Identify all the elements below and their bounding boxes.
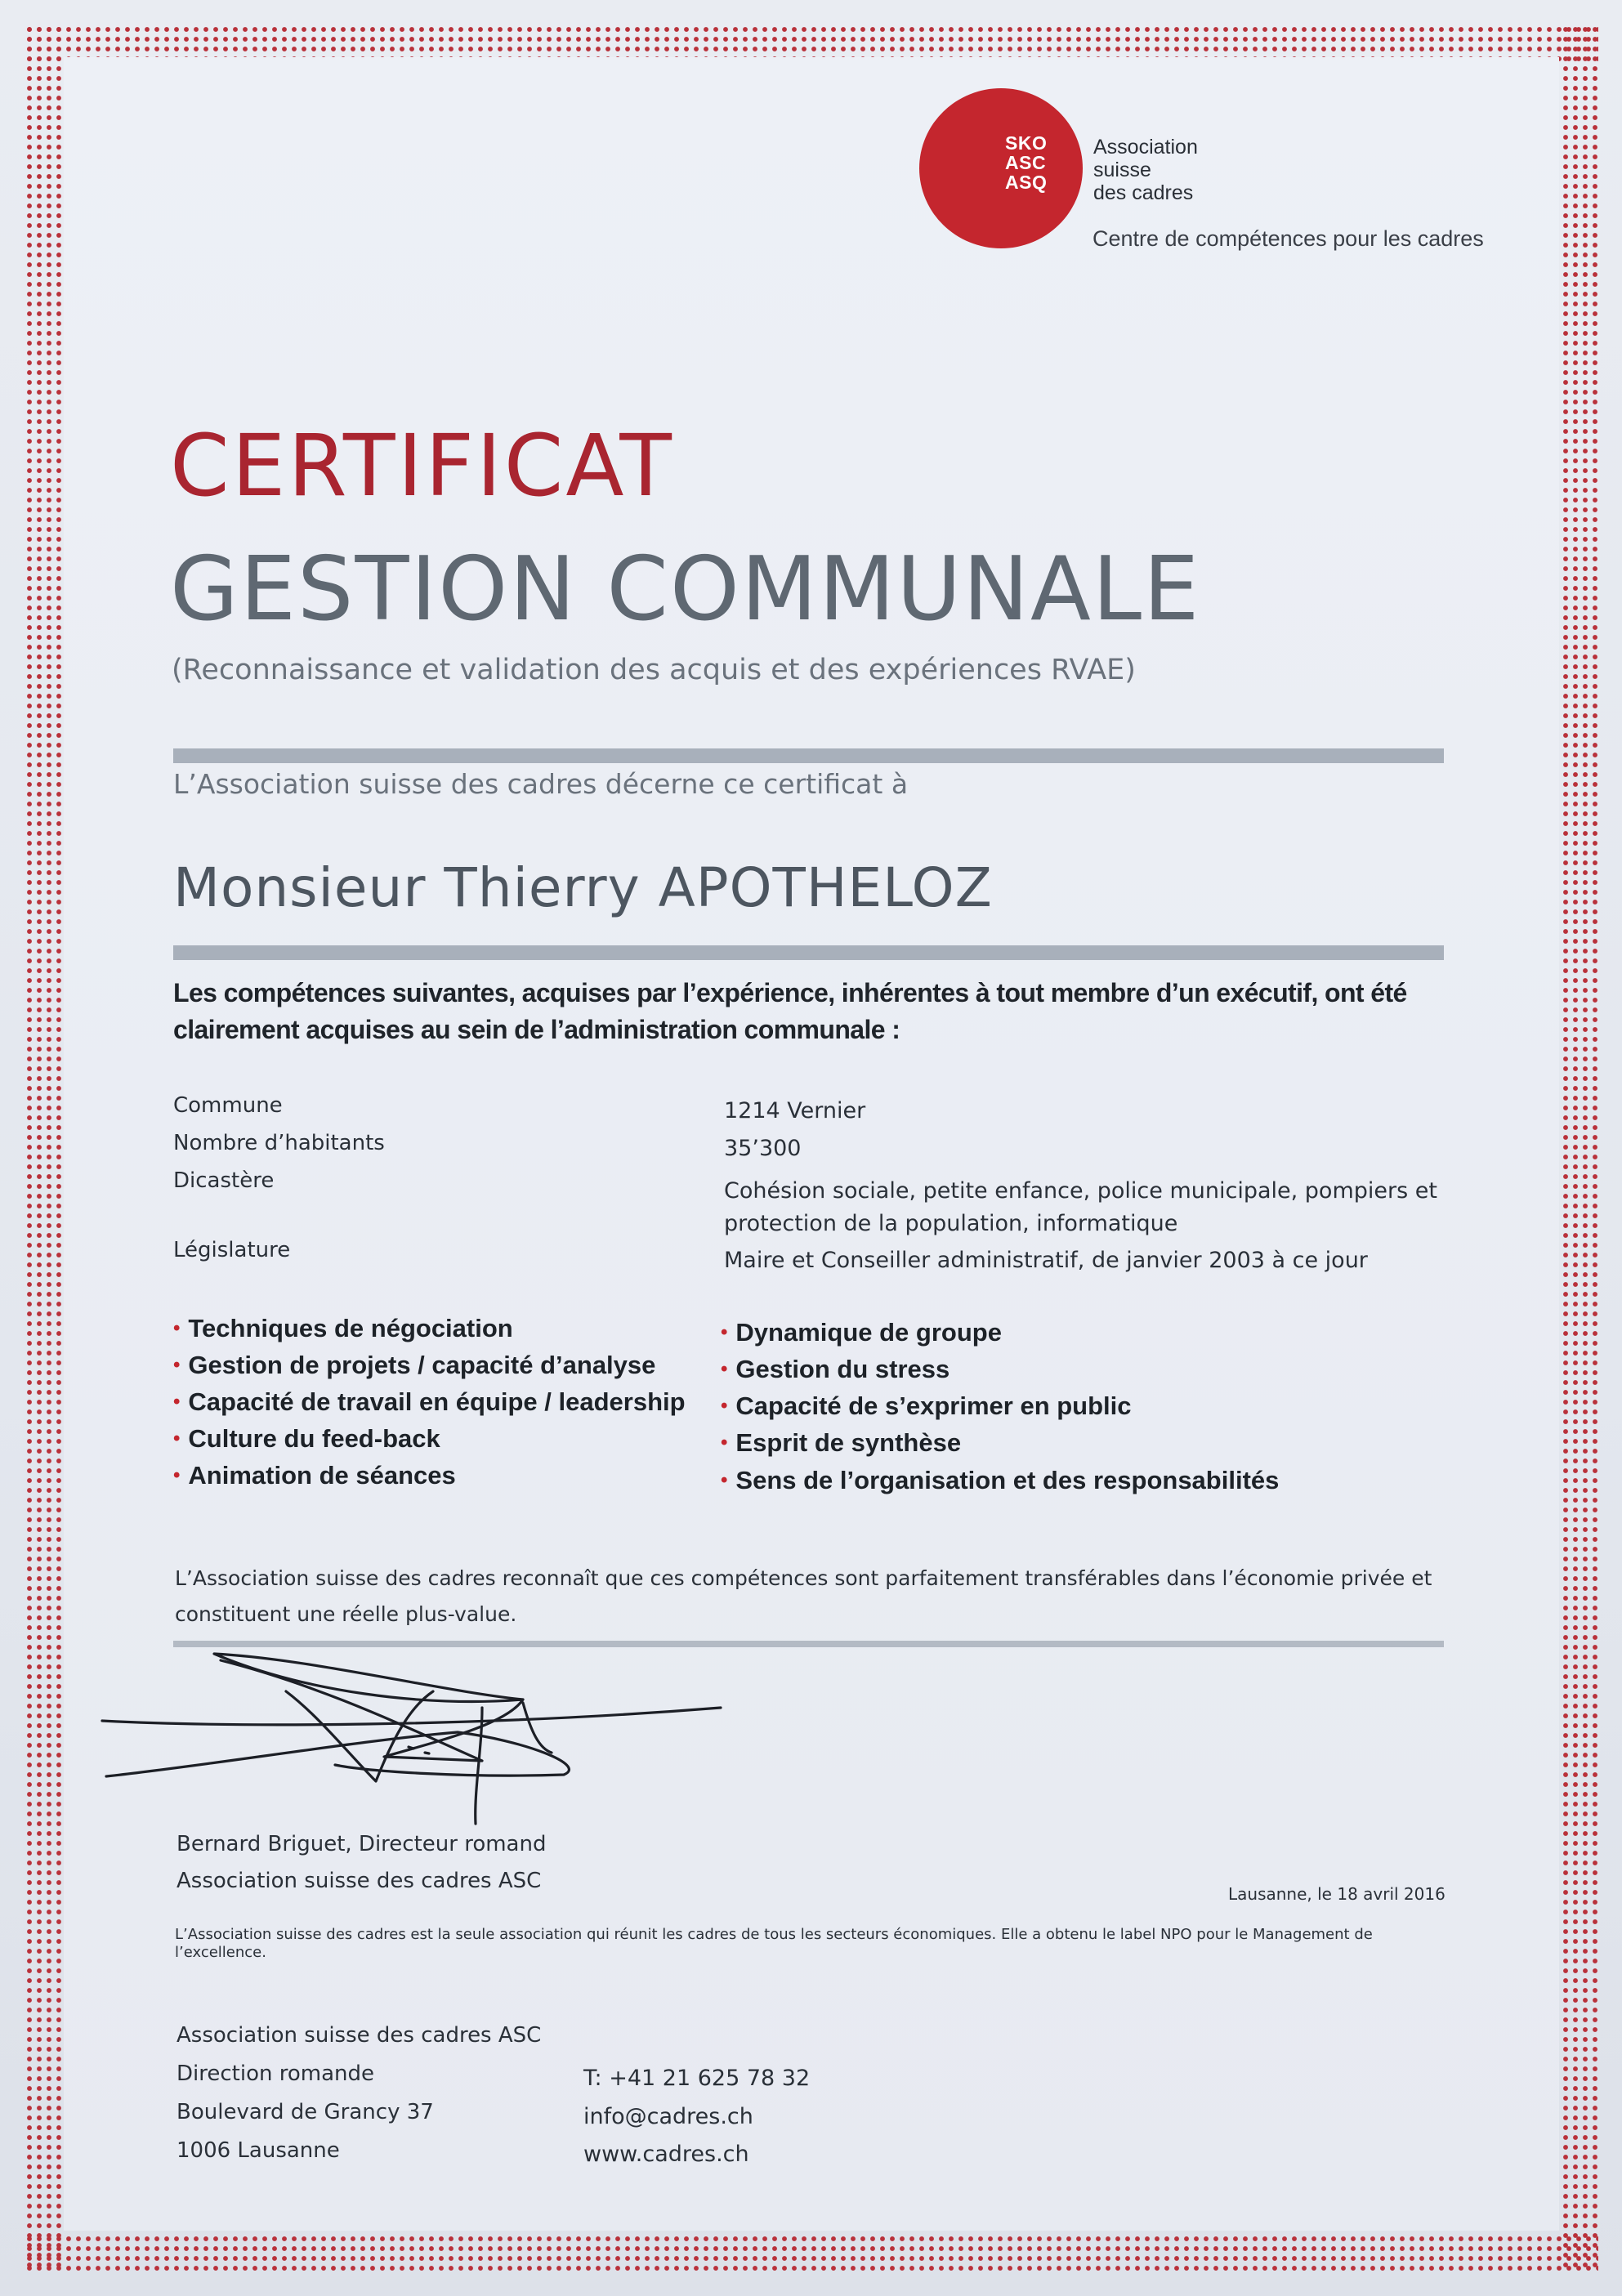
skill-label: Gestion du stress bbox=[735, 1355, 950, 1383]
bullet-icon: • bbox=[173, 1427, 181, 1450]
skill-label: Sens de l’organisation et des responsabilités bbox=[735, 1466, 1280, 1494]
handwritten-signature bbox=[98, 1642, 752, 1830]
certificate-subject: GESTION COMMUNALE bbox=[170, 538, 1201, 641]
logo-name-line: Association bbox=[1093, 136, 1198, 159]
skill-item bbox=[721, 1355, 950, 1384]
contact-email: info@cadres.ch bbox=[583, 2104, 753, 2129]
skill-item bbox=[173, 1387, 686, 1417]
bullet-icon: • bbox=[721, 1469, 728, 1491]
asc-logo-letters bbox=[1005, 133, 1047, 192]
skill-item bbox=[173, 1424, 440, 1454]
detail-label: Commune bbox=[173, 1093, 283, 1118]
contact-phone: T: +41 21 625 78 32 bbox=[583, 2066, 811, 2091]
bullet-icon: • bbox=[721, 1358, 728, 1380]
logo-letters-line: ASQ bbox=[1005, 172, 1048, 193]
logo-tagline: Centre de compétences pour les cadres bbox=[1093, 226, 1484, 251]
bullet-icon: • bbox=[173, 1464, 181, 1486]
contact-website: www.cadres.ch bbox=[583, 2142, 749, 2167]
bullet-icon: • bbox=[173, 1354, 181, 1376]
logo-letters-line: SKO bbox=[1005, 132, 1048, 154]
bullet-icon: • bbox=[173, 1317, 181, 1339]
detail-value: Maire et Conseiller administratif, de janvier 2003 à ce jour bbox=[724, 1248, 1368, 1273]
logo-name-line: des cadres bbox=[1093, 181, 1194, 204]
skill-item bbox=[173, 1461, 456, 1490]
bullet-icon: • bbox=[721, 1321, 728, 1343]
skill-label: Capacité de travail en équipe / leadership bbox=[188, 1387, 686, 1416]
award-intro: L’Association suisse des cadres décerne ce certificat à bbox=[173, 768, 909, 800]
bullet-icon: • bbox=[721, 1395, 728, 1417]
signatory-organization: Association suisse des cadres ASC bbox=[176, 1869, 542, 1893]
skill-item bbox=[173, 1351, 655, 1380]
skill-item bbox=[721, 1466, 1279, 1495]
signatory-name: Bernard Briguet, Directeur romand bbox=[176, 1832, 547, 1856]
skill-item bbox=[721, 1428, 961, 1458]
skill-item bbox=[173, 1314, 513, 1343]
detail-value: Cohésion sociale, petite enfance, police municipale, pompiers et protection de la population, informatique bbox=[724, 1178, 1437, 1236]
detail-value: 1214 Vernier bbox=[724, 1098, 866, 1123]
competences-intro: Les compétences suivantes, acquises par l’expérience, inhérentes à tout membre d’un exécutif, ont été clairement acquises au sein de l’administration communale : bbox=[173, 978, 1407, 1044]
bullet-icon: • bbox=[173, 1391, 181, 1413]
skill-label: Esprit de synthèse bbox=[735, 1428, 962, 1457]
skill-item bbox=[721, 1318, 1002, 1347]
skill-label: Dynamique de groupe bbox=[735, 1318, 1002, 1347]
detail-label: Dicastère bbox=[173, 1168, 275, 1193]
certificate-title: CERTIFICAT bbox=[170, 416, 674, 516]
asc-logo-circle bbox=[919, 88, 1083, 248]
place-date: Lausanne, le 18 avril 2016 bbox=[1228, 1884, 1446, 1904]
closing-statement: L’Association suisse des cadres reconnaît que ces compétences sont parfaitement transférables dans l’économie privée et constituent une réelle plus-value. bbox=[175, 1566, 1432, 1626]
dotted-border-left bbox=[25, 25, 62, 2271]
skill-label: Capacité de s’exprimer en public bbox=[735, 1391, 1132, 1420]
address-line: Boulevard de Grancy 37 bbox=[176, 2100, 434, 2124]
address-line: Direction romande bbox=[176, 2061, 374, 2086]
skill-label: Techniques de négociation bbox=[188, 1314, 513, 1342]
skill-label: Gestion de projets / capacité d’analyse bbox=[188, 1351, 656, 1379]
asc-logo-name bbox=[1093, 136, 1198, 204]
dotted-border-right bbox=[1561, 25, 1598, 2271]
logo-letters-line: ASC bbox=[1005, 152, 1047, 173]
address-line: Association suisse des cadres ASC bbox=[176, 2023, 542, 2048]
logo-name-line: suisse bbox=[1093, 159, 1151, 181]
skill-label: Animation de séances bbox=[188, 1461, 456, 1490]
recipient-name: Monsieur Thierry APOTHELOZ bbox=[173, 856, 993, 919]
detail-label: Nombre d’habitants bbox=[173, 1131, 385, 1155]
divider bbox=[173, 748, 1444, 763]
detail-label: Législature bbox=[173, 1238, 291, 1262]
association-note: L’Association suisse des cadres est la seule association qui réunit les cadres de tous les secteurs économiques. Elle a obtenu le label NPO pour le Management de l’excellence. bbox=[175, 1926, 1373, 1961]
bullet-icon: • bbox=[721, 1432, 728, 1454]
certificate-subtitle: (Reconnaissance et validation des acquis et des expériences RVAE) bbox=[172, 654, 1136, 686]
skill-item bbox=[721, 1391, 1132, 1421]
detail-value: 35’300 bbox=[724, 1136, 802, 1161]
divider bbox=[173, 945, 1444, 960]
address-line: 1006 Lausanne bbox=[176, 2138, 340, 2163]
dotted-border-bottom bbox=[25, 2234, 1598, 2271]
skill-label: Culture du feed-back bbox=[188, 1424, 440, 1453]
